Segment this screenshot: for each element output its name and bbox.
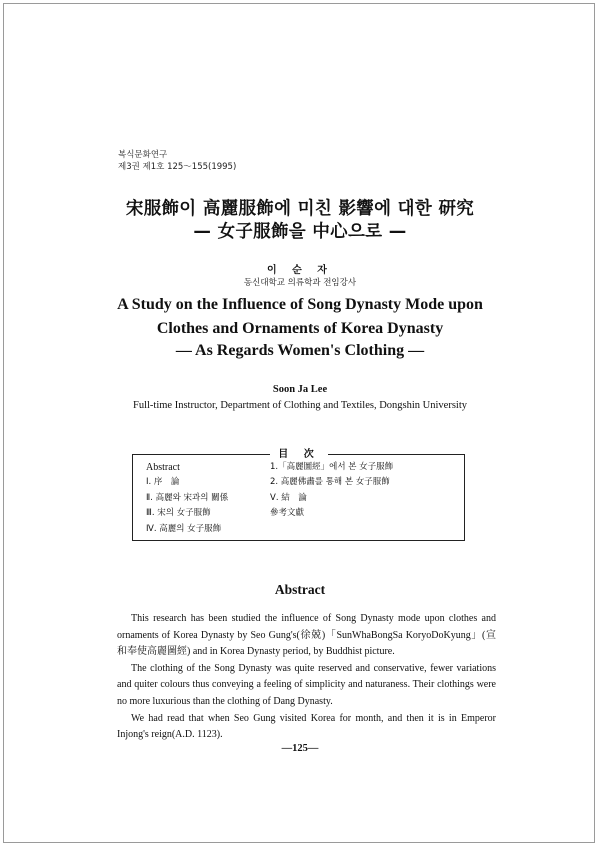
korean-title: 宋服飾이 高麗服飾에 미친 影響에 대한 研究: [125, 199, 475, 219]
toc-item: 2. 高麗佛畵를 통해 본 女子服飾: [270, 477, 390, 488]
toc-item: Ⅳ. 高麗의 女子服飾: [146, 523, 222, 534]
toc-item: Ⅰ. 序 論: [146, 477, 180, 488]
abstract-paragraph: This research has been studied the influence of Song Dynasty mode upon clothes and ornaments of Korea Dynasty by Seo Gung's(徐兢)「SunWhaBongSa KoryoDoKyung」(宣和奉使高麗圖經) and in Korea Dynasty period, by Buddhist picture.: [117, 613, 496, 658]
toc-left-column: [146, 460, 228, 537]
toc-right-column: [270, 460, 393, 522]
abstract-paragraph: The clothing of the Song Dynasty was quite reserved and conservative, fewer variations and quiter colours thus conveying a feeling of simplicity and naturaness. Their clothings were no more luxurious than the clothing of Dang Dynasty.: [117, 662, 496, 707]
korean-subtitle: — 女子服飾을 中心으로 —: [193, 222, 407, 242]
page-number: —125—: [281, 743, 319, 754]
abstract-body: [117, 611, 496, 744]
abstract-paragraph: We had read that when Seo Gung visited Korea for month, and then it is in Emperor Injong's reign(A.D. 1123).: [117, 712, 496, 741]
english-title-line-1: A Study on the Influence of Song Dynasty Mode upon: [117, 296, 483, 313]
author-korean-name: 이 순 자: [267, 265, 333, 276]
abstract-heading: Abstract: [274, 582, 326, 597]
english-subtitle: — As Regards Women's Clothing —: [175, 342, 425, 359]
journal-name: 복식문화연구: [118, 150, 168, 160]
author-english-affiliation: Full-time Instructor, Department of Clothing and Textiles, Dongshin University: [132, 400, 468, 411]
table-of-contents-title: 目 次: [270, 445, 328, 460]
toc-item: 參考文獻: [270, 508, 305, 519]
english-title-line-2: Clothes and Ornaments of Korea Dynasty: [156, 320, 444, 337]
toc-item: Ⅲ. 宋의 女子服飾: [146, 508, 211, 519]
toc-item: Ⅱ. 高麗와 宋과의 關係: [146, 492, 229, 503]
journal-info: [118, 149, 236, 173]
toc-item: Ⅴ. 結 論: [270, 492, 307, 503]
journal-issue: 제3권 제1호 125～155(1995): [118, 162, 237, 172]
toc-item: Abstract: [146, 462, 180, 473]
author-korean-affiliation: 동신대학교 의류학과 전임강사: [243, 278, 357, 288]
author-english-name: Soon Ja Lee: [272, 384, 328, 395]
toc-item: 1.「高麗圖經」에서 본 女子服飾: [270, 462, 394, 472]
